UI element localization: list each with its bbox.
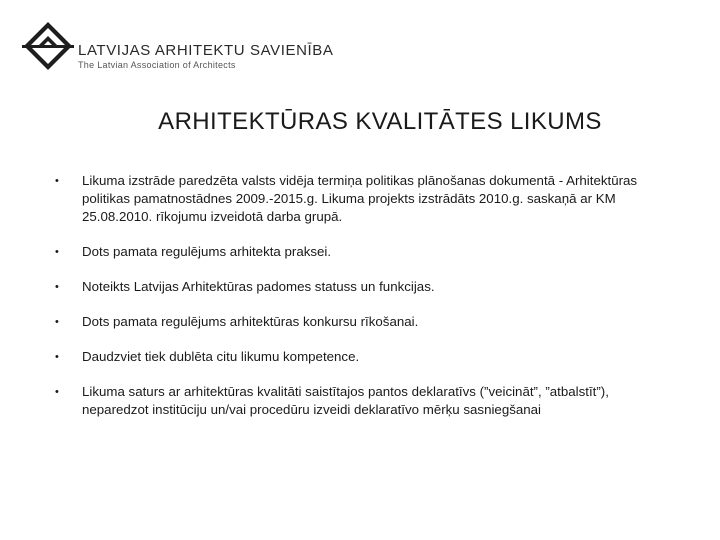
bullet-icon: • [55, 281, 59, 293]
logo-subtitle: The Latvian Association of Architects [78, 60, 236, 70]
bullet-text: Dots pamata regulējums arhitekta praksei. [82, 244, 332, 259]
bullet-item [55, 383, 675, 419]
slide-title: ARHITEKTŪRAS KVALITĀTES LIKUMS [158, 108, 602, 135]
bullet-text: Likuma izstrāde paredzēta valsts vidēja termiņa politikas plānošanas dokumentā - Arhitektūras politikas pamatnostādnes 2009.-2015.g. Likuma projekts izstrādāts 2010.g. saskaņā ar KM 25.08.2010. rīkojumu izveidotā darba grupā. [82, 173, 638, 224]
bullet-icon: • [55, 246, 59, 258]
bullet-text: Likuma saturs ar arhitektūras kvalitāti saistītajos pantos deklaratīvs (”veicināt”, ”atbalstīt”), neparedzot institūciju un/vai procedūru izveidi deklaratīvo mērķu sasniegšanai [82, 384, 609, 417]
association-logo [22, 18, 332, 72]
logo-name: LATVIJAS ARHITEKTU SAVIENĪBA [78, 42, 334, 59]
bullet-item [55, 348, 675, 366]
bullet-list [55, 172, 675, 436]
bullet-text: Noteikts Latvijas Arhitektūras padomes statuss un funkcijas. [82, 279, 435, 294]
bullet-icon: • [55, 316, 59, 328]
bullet-text: Daudzviet tiek dublēta citu likumu kompetence. [82, 349, 360, 364]
logo-mark-icon [22, 18, 80, 72]
bullet-item [55, 313, 675, 331]
bullet-item [55, 278, 675, 296]
bullet-text: Dots pamata regulējums arhitektūras konkursu rīkošanai. [82, 314, 419, 329]
bullet-icon: • [55, 351, 59, 363]
bullet-icon: • [55, 386, 59, 398]
bullet-item [55, 172, 675, 226]
bullet-icon: • [55, 175, 59, 187]
bullet-item [55, 243, 675, 261]
